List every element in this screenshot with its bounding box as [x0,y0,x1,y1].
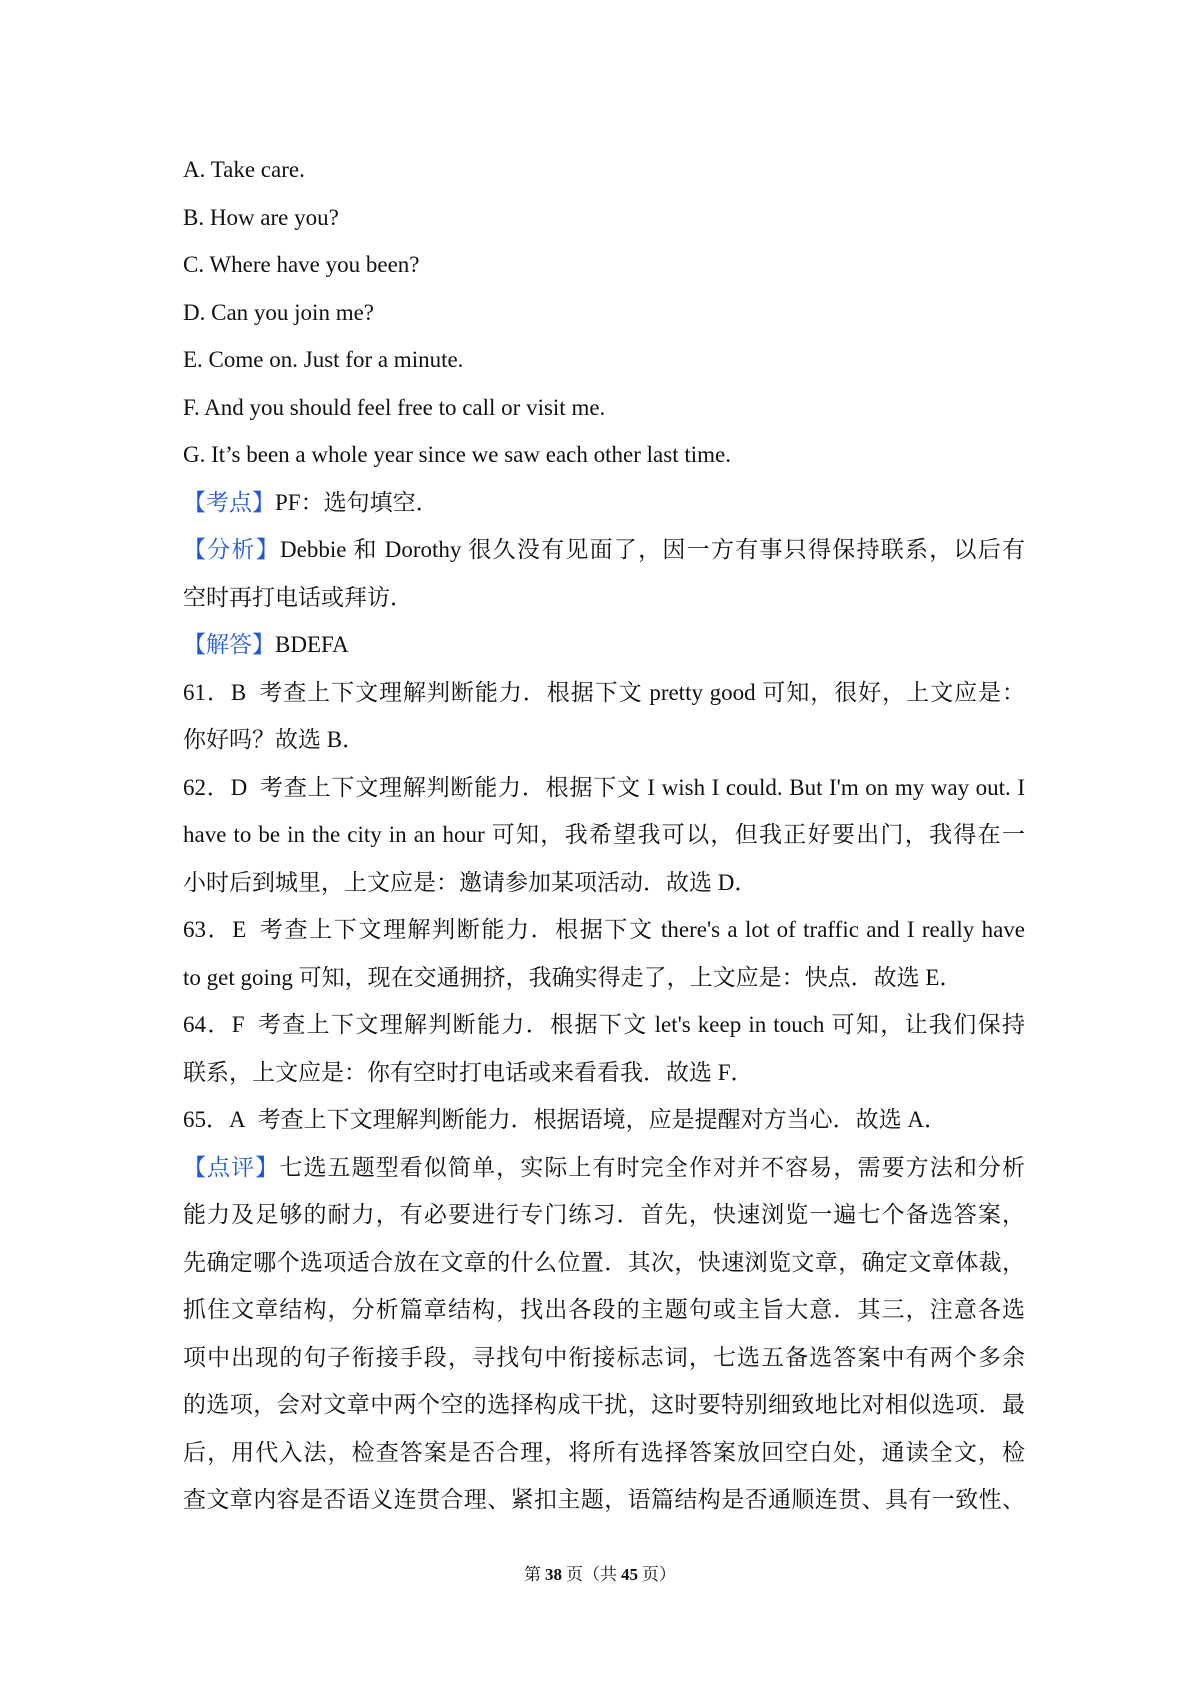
option-b: B. How are you? [183,204,339,230]
jieda-section [183,621,1025,669]
explanation-62-number: 62．D [183,774,248,800]
explanation-61-line-1 [183,669,1025,717]
kaodian-label: 【考点】 [183,489,275,515]
dianping-line-4: 抓住文章结构，分析篇章结构，找出各段的主题句或主旨大意．其三，注意各选 [183,1297,1025,1322]
explanation-63-number: 63．E [183,917,247,942]
kaodian-section [183,479,1025,527]
footer-total-pages: 45 [621,1565,638,1584]
footer-page-number: 38 [545,1565,562,1584]
document-body [183,146,1025,1524]
explanation-62-text-1: 考查上下文理解判断能力．根据下文 I wish I could. But I'm on my way out. I [259,774,1025,800]
kaodian-text: PF：选句填空． [275,489,439,515]
dianping-line-2: 能力及足够的耐力，有必要进行专门练习．首先，快速浏览一遍七个备选答案， [183,1202,1025,1227]
footer-suffix: 页） [642,1565,676,1584]
page-footer [0,1563,1200,1587]
explanation-64-line-1 [183,1001,1025,1049]
explanation-63-text-1: 考查上下文理解判断能力．根据下文 there's a lot of traffic and I really have [258,917,1025,942]
jieda-answer: BDEFA [275,632,349,657]
explanation-64-number: 64．F [183,1012,245,1037]
explanation-63-line-1 [183,906,1025,954]
jieda-label: 【解答】 [183,632,275,657]
option-a: A. Take care. [183,157,305,182]
explanation-61-line-2: 你好吗？故选 B． [183,727,366,752]
explanation-65-number: 65．A [183,1107,246,1132]
fenxi-label: 【分析】 [183,537,281,562]
dianping-label: 【点评】 [183,1154,280,1180]
explanation-65-line-1 [183,1096,1025,1144]
footer-prefix: 第 [524,1565,541,1584]
explanation-62-line-3: 小时后到城里，上文应是：邀请参加某项活动．故选 D． [183,869,758,895]
option-f: F. And you should feel free to call or visit me. [183,394,606,420]
footer-middle: 页（共 [566,1565,617,1584]
explanation-61-number: 61．B [183,679,247,705]
fenxi-line-2: 空时再打电话或拜访． [183,584,413,610]
option-d: D. Can you join me? [183,299,374,325]
explanation-64-line-2: 联系，上文应是：你有空时打电话或来看看我．故选 F． [183,1059,754,1085]
option-g: G. It’s been a whole year since we saw each other last time. [183,442,731,467]
option-c: C. Where have you been? [183,252,420,277]
explanation-62-line-1 [183,764,1025,812]
explanation-63-line-2: to get going 可知，现在交通拥挤，我确实得走了，上文应是：快点．故选 E． [183,964,963,990]
dianping-line-8: 查文章内容是否语义连贯合理、紧扣主题，语篇结构是否通顺连贯、具有一致性、 [183,1487,1025,1512]
dianping-line-3: 先确定哪个选项适合放在文章的什么位置．其次，快速浏览文章，确定文章体裁， [183,1249,1025,1275]
dianping-line-7: 后，用代入法，检查答案是否合理，将所有选择答案放回空白处，通读全文，检 [183,1439,1025,1465]
explanation-62-line-2: have to be in the city in an hour 可知，我希望我可以，但我正好要出门，我得在一 [183,822,1025,847]
option-e: E. Come on. Just for a minute. [183,347,464,372]
dianping-line-6: 的选项，会对文章中两个空的选择构成干扰，这时要特别细致地比对相似选项．最 [183,1392,1025,1417]
explanation-64-text-1: 考查上下文理解判断能力．根据下文 let's keep in touch 可知，让我们保持 [256,1012,1025,1037]
fenxi-line-1 [183,526,1025,574]
dianping-line-5: 项中出现的句子衔接手段，寻找句中衔接标志词，七选五备选答案中有两个多余 [183,1344,1025,1370]
explanation-61-text-1: 考查上下文理解判断能力．根据下文 pretty good 可知，很好，上文应是： [258,679,1025,705]
dianping-line-1 [183,1144,1025,1192]
explanation-65-text-1: 考查上下文理解判断能力．根据语境，应是提醒对方当心．故选 A． [257,1107,947,1132]
dianping-text-1: 七选五题型看似简单，实际上有时完全作对并不容易，需要方法和分析 [279,1154,1025,1180]
fenxi-text-1: Debbie 和 Dorothy 很久没有见面了，因一方有事只得保持联系，以后有 [280,537,1025,562]
